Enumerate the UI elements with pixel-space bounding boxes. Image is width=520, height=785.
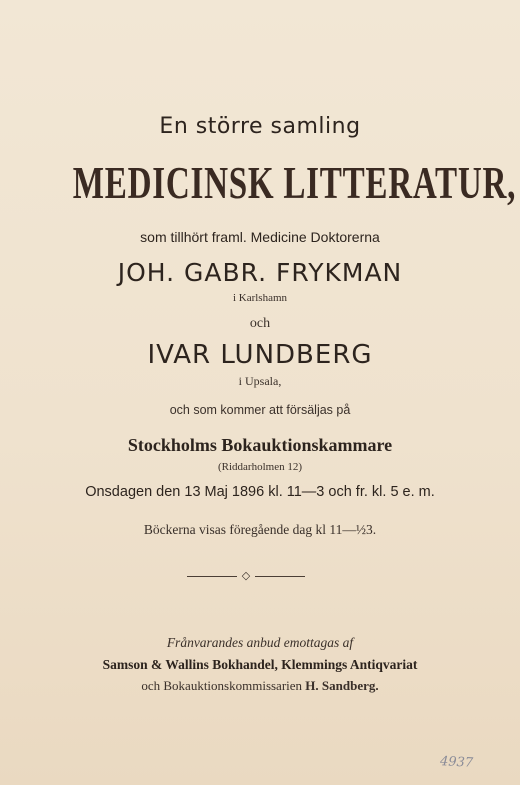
divider-rule-right — [255, 576, 305, 577]
sale-text: och som kommer att försäljas på — [169, 403, 351, 417]
ornamental-divider — [187, 570, 305, 584]
venue: Stockholms Bokauktionskammare — [127, 435, 393, 455]
commissioner-line — [0, 678, 520, 694]
doctor-name-2: IVAR LUNDBERG — [147, 340, 373, 370]
sale-date: Onsdagen den 13 Maj 1896 kl. 11—3 och fr. kl. 5 e. m. — [85, 484, 435, 500]
viewing-text: Böckerna visas föregående dag kl 11—½3. — [143, 522, 377, 537]
page-title: MEDICINSK LITTERATUR, — [72, 157, 517, 208]
handwritten-number: 4937 — [439, 754, 474, 771]
doctor-name-1: JOH. GABR. FRYKMAN — [117, 258, 403, 287]
divider-rule-left — [187, 576, 237, 577]
commissioner-prefix: och Bokauktionskommissarien — [141, 678, 303, 693]
doctor-place-1: i Karlshamn — [232, 292, 288, 304]
bookshops: Samson & Wallins Bokhandel, Klemmings Antiqvariat — [102, 657, 418, 672]
intro-text: En större samling — [159, 114, 361, 139]
doctor-place-2: i Upsala, — [238, 374, 282, 388]
bids-text: Frånvarandes anbud emottagas af — [166, 635, 354, 650]
address: (Riddarholmen 12) — [217, 461, 302, 473]
subtitle: som tillhört framl. Medicine Doktorerna — [140, 229, 380, 245]
diamond-ornament-icon: ◇ — [241, 569, 251, 582]
commissioner-name: H. Sandberg. — [305, 678, 379, 693]
conjunction: och — [249, 316, 271, 331]
